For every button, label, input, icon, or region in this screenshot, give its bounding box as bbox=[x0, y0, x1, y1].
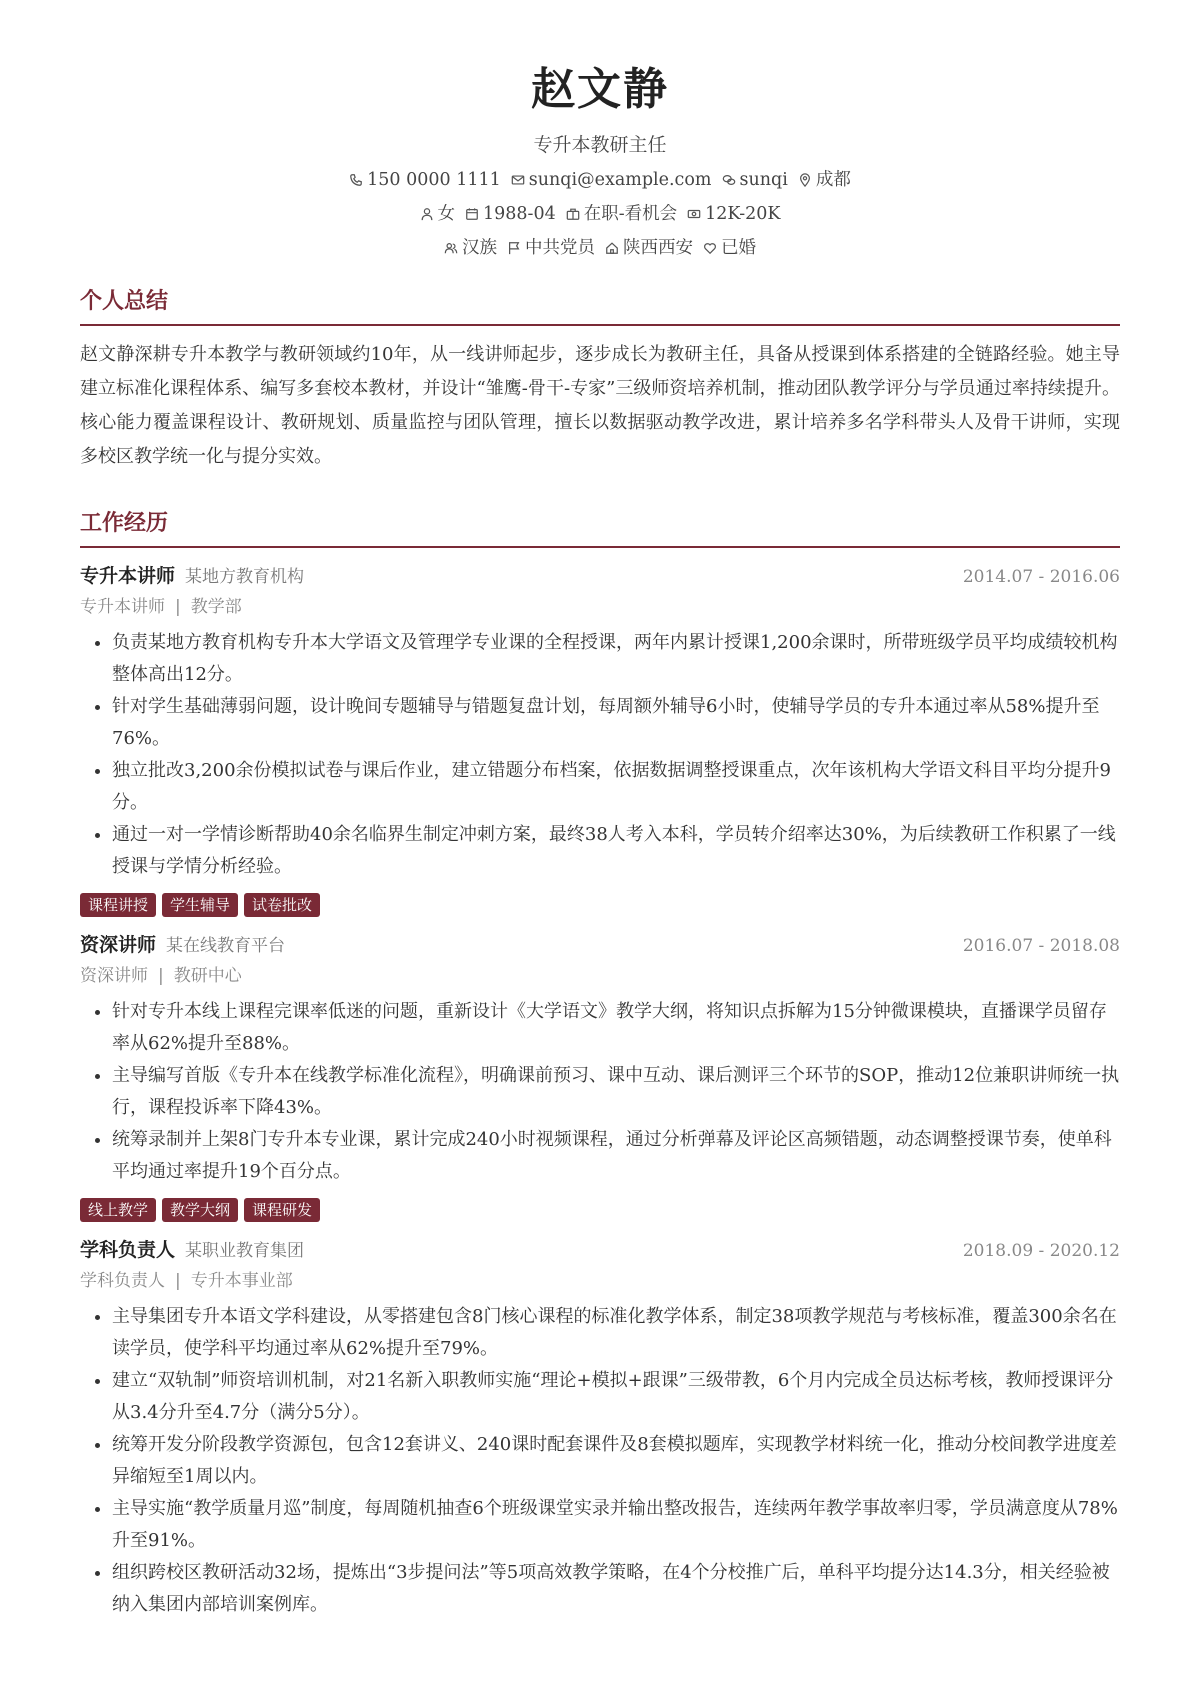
job-company: 某地方教育机构 bbox=[185, 567, 305, 587]
job-title: 专升本教研主任 bbox=[533, 134, 667, 156]
salary-item bbox=[687, 202, 780, 226]
job-department: 教研中心 bbox=[173, 966, 242, 986]
marital-item bbox=[703, 236, 756, 260]
money-icon bbox=[687, 207, 701, 221]
skill-tag: 课程研发 bbox=[244, 1198, 320, 1222]
job-role: 专升本讲师 bbox=[80, 597, 165, 617]
job-entry bbox=[80, 931, 1120, 1222]
skill-tag: 课程讲授 bbox=[80, 893, 156, 917]
job-bullets bbox=[80, 627, 1120, 883]
summary-text: 赵文静深耕专升本教学与教研领域约10年，从一线讲师起步，逐步成长为教研主任，具备从授课到体系搭建的全链路经验。她主导建立标准化课程体系、编写多套校本教材，并设计“雏鹰-骨干-专家”三级师资培养机制，推动团队教学评分与学员通过率持续提升。核心能力覆盖课程设计、教研规划、质量监控与团队管理，擅长以数据驱动教学改进，累计培养多名学科带头人及骨干讲师，实现多校区教学统一化与提分实效。 bbox=[80, 344, 1120, 467]
gender-text: 女 bbox=[437, 204, 456, 224]
job-bullet: • 通过一对一学情诊断帮助40余名临界生制定冲刺方案，最终38人考入本科，学员转介绍率达30%，为后续教研工作积累了一线授课与学情分析经验。 bbox=[112, 819, 1120, 883]
job-header bbox=[80, 1236, 1120, 1265]
hometown-item bbox=[605, 236, 693, 260]
birth-item bbox=[465, 202, 556, 226]
separator: | bbox=[175, 597, 181, 617]
job-header-left bbox=[80, 562, 304, 591]
job-bullet: • 针对专升本线上课程完课率低迷的问题，重新设计《大学语文》教学大纲，将知识点拆解为15分钟微课模块，直播课学员留存率从62%提升至88%。 bbox=[112, 996, 1120, 1060]
contact-row bbox=[80, 168, 1120, 192]
political-text: 中共党员 bbox=[525, 238, 595, 258]
skill-tag: 学生辅导 bbox=[162, 893, 238, 917]
job-bullet: • 主导编写首版《专升本在线教学标准化流程》，明确课前预习、课中互动、课后测评三个环节的SOP，推动12位兼职讲师统一执行，课程投诉率下降43%。 bbox=[112, 1060, 1120, 1124]
job-title: 专升本讲师 bbox=[80, 565, 176, 587]
skill-tags bbox=[80, 893, 1120, 917]
job-department: 教学部 bbox=[190, 597, 242, 617]
location-icon bbox=[798, 173, 812, 187]
birth-text: 1988-04 bbox=[483, 204, 556, 224]
details-row bbox=[80, 202, 1120, 226]
separator: | bbox=[175, 1271, 181, 1291]
ethnicity-text: 汉族 bbox=[462, 238, 497, 258]
location-text: 成都 bbox=[815, 170, 851, 190]
job-header bbox=[80, 931, 1120, 960]
summary-section bbox=[80, 286, 1120, 474]
job-header-left bbox=[80, 1236, 304, 1265]
job-date: 2016.07 - 2018.08 bbox=[962, 936, 1120, 956]
job-role: 资深讲师 bbox=[80, 966, 148, 986]
wechat-text: sunqi bbox=[739, 170, 788, 190]
briefcase-icon bbox=[566, 207, 580, 221]
job-bullet: • 统筹录制并上架8门专升本专业课，累计完成240小时视频课程，通过分析弹幕及评论区高频错题，动态调整授课节奏，使单科平均通过率提升19个百分点。 bbox=[112, 1124, 1120, 1188]
skill-tag: 线上教学 bbox=[80, 1198, 156, 1222]
job-bullet: • 建立“双轨制”师资培训机制，对21名新入职教师实施“理论+模拟+跟课”三级带教，6个月内完成全员达标考核，教师授课评分从3.4分升至4.7分（满分5分）。 bbox=[112, 1365, 1120, 1429]
marital-text: 已婚 bbox=[721, 238, 756, 258]
job-list bbox=[80, 562, 1120, 1621]
calendar-icon bbox=[465, 207, 479, 221]
gender-item bbox=[420, 202, 456, 226]
job-title: 学科负责人 bbox=[80, 1239, 176, 1261]
job-department: 专升本事业部 bbox=[190, 1271, 293, 1291]
job-bullet: • 统筹开发分阶段教学资源包，包含12套讲义、240课时配套课件及8套模拟题库，实现教学材料统一化，推动分校间教学进度差异缩短至1周以内。 bbox=[112, 1429, 1120, 1493]
experience-heading: 工作经历 bbox=[80, 508, 1120, 548]
skill-tag: 教学大纲 bbox=[162, 1198, 238, 1222]
email-text: sunqi@example.com bbox=[528, 170, 712, 190]
email-item bbox=[511, 168, 712, 192]
job-entry bbox=[80, 1236, 1120, 1621]
ethnicity-item bbox=[444, 236, 497, 260]
mail-icon bbox=[511, 173, 525, 187]
job-bullet: • 组织跨校区教研活动32场，提炼出“3步提问法”等5项高效教学策略，在4个分校推广后，单科平均提分达14.3分，相关经验被纳入集团内部培训案例库。 bbox=[112, 1557, 1120, 1621]
separator: | bbox=[158, 966, 164, 986]
job-header-left bbox=[80, 931, 285, 960]
extra-row bbox=[80, 236, 1120, 260]
job-company: 某职业教育集团 bbox=[185, 1241, 305, 1261]
phone-icon bbox=[349, 173, 363, 187]
heart-icon bbox=[703, 241, 717, 255]
phone-item bbox=[349, 168, 501, 192]
skill-tag: 试卷批改 bbox=[244, 893, 320, 917]
job-company: 某在线教育平台 bbox=[166, 936, 286, 956]
job-bullet: • 负责某地方教育机构专升本大学语文及管理学专业课的全程授课，两年内累计授课1,200余课时，所带班级学员平均成绩较机构整体高出12分。 bbox=[112, 627, 1120, 691]
person-icon bbox=[420, 207, 434, 221]
job-date: 2018.09 - 2020.12 bbox=[962, 1241, 1120, 1261]
home-icon bbox=[605, 241, 619, 255]
job-role: 学科负责人 bbox=[80, 1271, 165, 1291]
job-entry bbox=[80, 562, 1120, 917]
job-subline bbox=[80, 1267, 1120, 1295]
job-subline bbox=[80, 593, 1120, 621]
job-subline bbox=[80, 962, 1120, 990]
job-bullets bbox=[80, 1301, 1120, 1621]
salary-text: 12K-20K bbox=[705, 204, 781, 224]
experience-section bbox=[80, 508, 1120, 1621]
job-date: 2014.07 - 2016.06 bbox=[962, 567, 1120, 587]
status-item bbox=[566, 202, 677, 226]
candidate-name: 赵文静 bbox=[531, 64, 669, 115]
flag-icon bbox=[507, 241, 521, 255]
hometown-text: 陕西西安 bbox=[623, 238, 693, 258]
wechat-item bbox=[722, 168, 788, 192]
job-header bbox=[80, 562, 1120, 591]
phone-text: 150 0000 1111 bbox=[367, 170, 501, 190]
wechat-icon bbox=[722, 173, 736, 187]
job-bullet: • 针对学生基础薄弱问题，设计晚间专题辅导与错题复盘计划，每周额外辅导6小时，使辅导学员的专升本通过率从58%提升至76%。 bbox=[112, 691, 1120, 755]
job-bullet: • 独立批改3,200余份模拟试卷与课后作业，建立错题分布档案，依据数据调整授课重点，次年该机构大学语文科目平均分提升9分。 bbox=[112, 755, 1120, 819]
job-bullet: • 主导实施“教学质量月巡”制度，每周随机抽查6个班级课堂实录并输出整改报告，连续两年教学事故率归零，学员满意度从78%升至91%。 bbox=[112, 1493, 1120, 1557]
group-icon bbox=[444, 241, 458, 255]
skill-tags bbox=[80, 1198, 1120, 1222]
summary-heading: 个人总结 bbox=[80, 286, 1120, 326]
job-bullet: • 主导集团专升本语文学科建设，从零搭建包含8门核心课程的标准化教学体系，制定38项教学规范与考核标准，覆盖300余名在读学员，使学科平均通过率从62%提升至79%。 bbox=[112, 1301, 1120, 1365]
status-text: 在职-看机会 bbox=[583, 204, 678, 224]
location-item bbox=[798, 168, 851, 192]
job-title: 资深讲师 bbox=[80, 934, 157, 956]
political-item bbox=[507, 236, 595, 260]
job-bullets bbox=[80, 996, 1120, 1188]
